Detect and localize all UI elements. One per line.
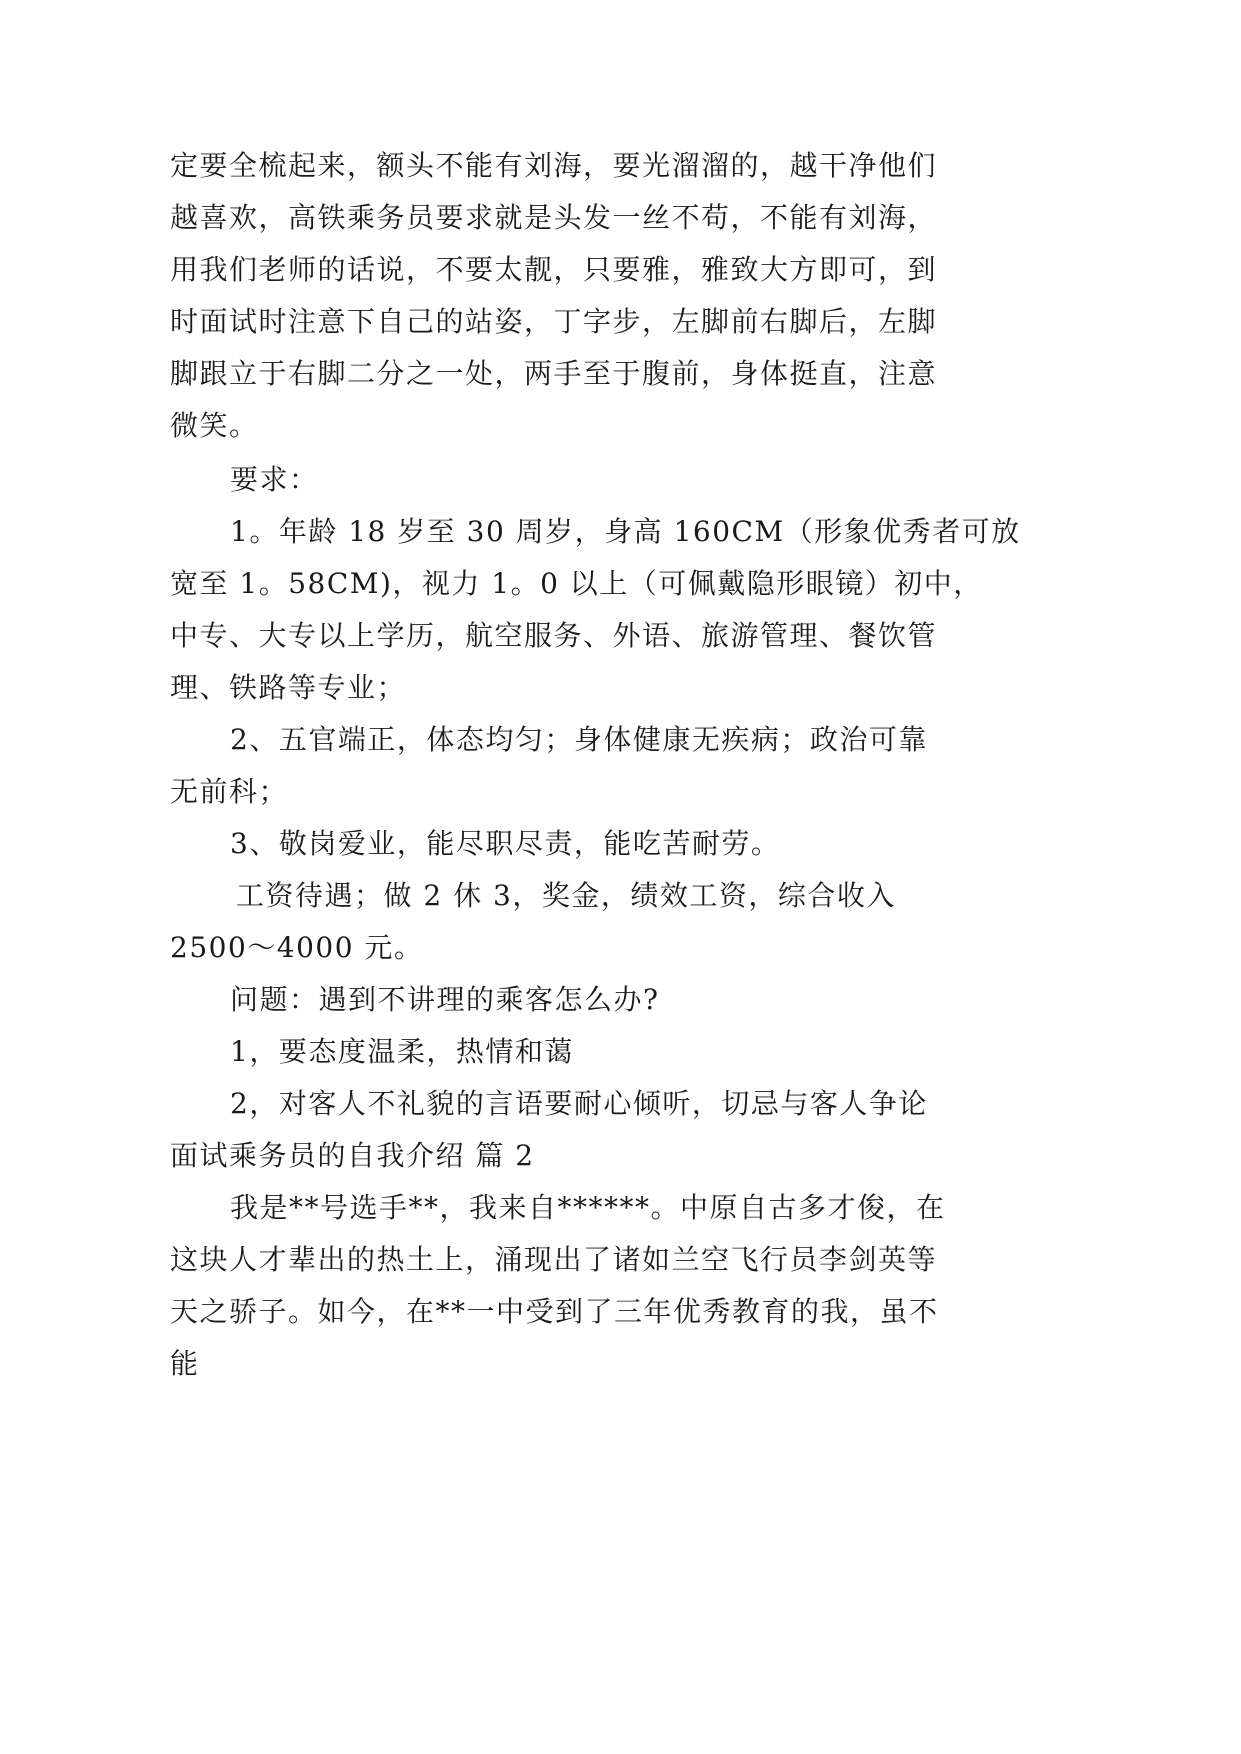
list-item-continued: 宽至 1。58CM)，视力 1。0 以上（可佩戴隐形眼镜）初中，	[170, 567, 983, 600]
salary-line: 工资待遇；做 2 休 3，奖金，绩效工资，综合收入	[236, 879, 896, 912]
paragraph-line: 用我们老师的话说，不要太靓，只要雅，雅致大方即可，到	[170, 253, 938, 286]
paragraph-line: 天之骄子。如今，在**一中受到了三年优秀教育的我，虽不	[170, 1295, 939, 1328]
paragraph-line: 定要全梳起来，额头不能有刘海，要光溜溜的，越干净他们	[170, 149, 938, 182]
paragraph-line: 时面试时注意下自己的站姿，丁字步，左脚前右脚后，左脚	[170, 305, 938, 338]
paragraph-line: 能	[170, 1347, 200, 1380]
list-item: 1。年龄 18 岁至 30 周岁，身高 160CM（形象优秀者可放	[230, 515, 1021, 548]
question-line: 问题：遇到不讲理的乘客怎么办?	[230, 983, 660, 1016]
section-title: 面试乘务员的自我介绍 篇 2	[170, 1139, 535, 1172]
salary-line-continued: 2500～4000 元。	[170, 931, 424, 964]
paragraph-line: 这块人才辈出的热土上，涌现出了诸如兰空飞行员李剑英等	[170, 1243, 938, 1276]
section-heading: 要求：	[230, 463, 319, 496]
paragraph-line: 越喜欢，高铁乘务员要求就是头发一丝不苟，不能有刘海，	[170, 201, 938, 234]
list-item: 3、敬岗爱业，能尽职尽责，能吃苦耐劳。	[230, 827, 781, 860]
paragraph-line: 我是**号选手**，我来自******。中原自古多才俊，在	[230, 1191, 946, 1224]
answer-item: 2，对客人不礼貌的言语要耐心倾听，切忌与客人争论	[230, 1087, 928, 1120]
list-item: 2、五官端正，体态均匀；身体健康无疾病；政治可靠	[230, 723, 928, 756]
list-item-continued: 理、铁路等专业；	[170, 671, 407, 704]
paragraph-line: 脚跟立于右脚二分之一处，两手至于腹前，身体挺直，注意	[170, 357, 938, 390]
list-item-continued: 中专、大专以上学历，航空服务、外语、旅游管理、餐饮管	[170, 619, 938, 652]
paragraph-line: 微笑。	[170, 409, 259, 442]
list-item-continued: 无前科；	[170, 775, 289, 808]
answer-item: 1，要态度温柔，热情和蔼	[230, 1035, 574, 1068]
